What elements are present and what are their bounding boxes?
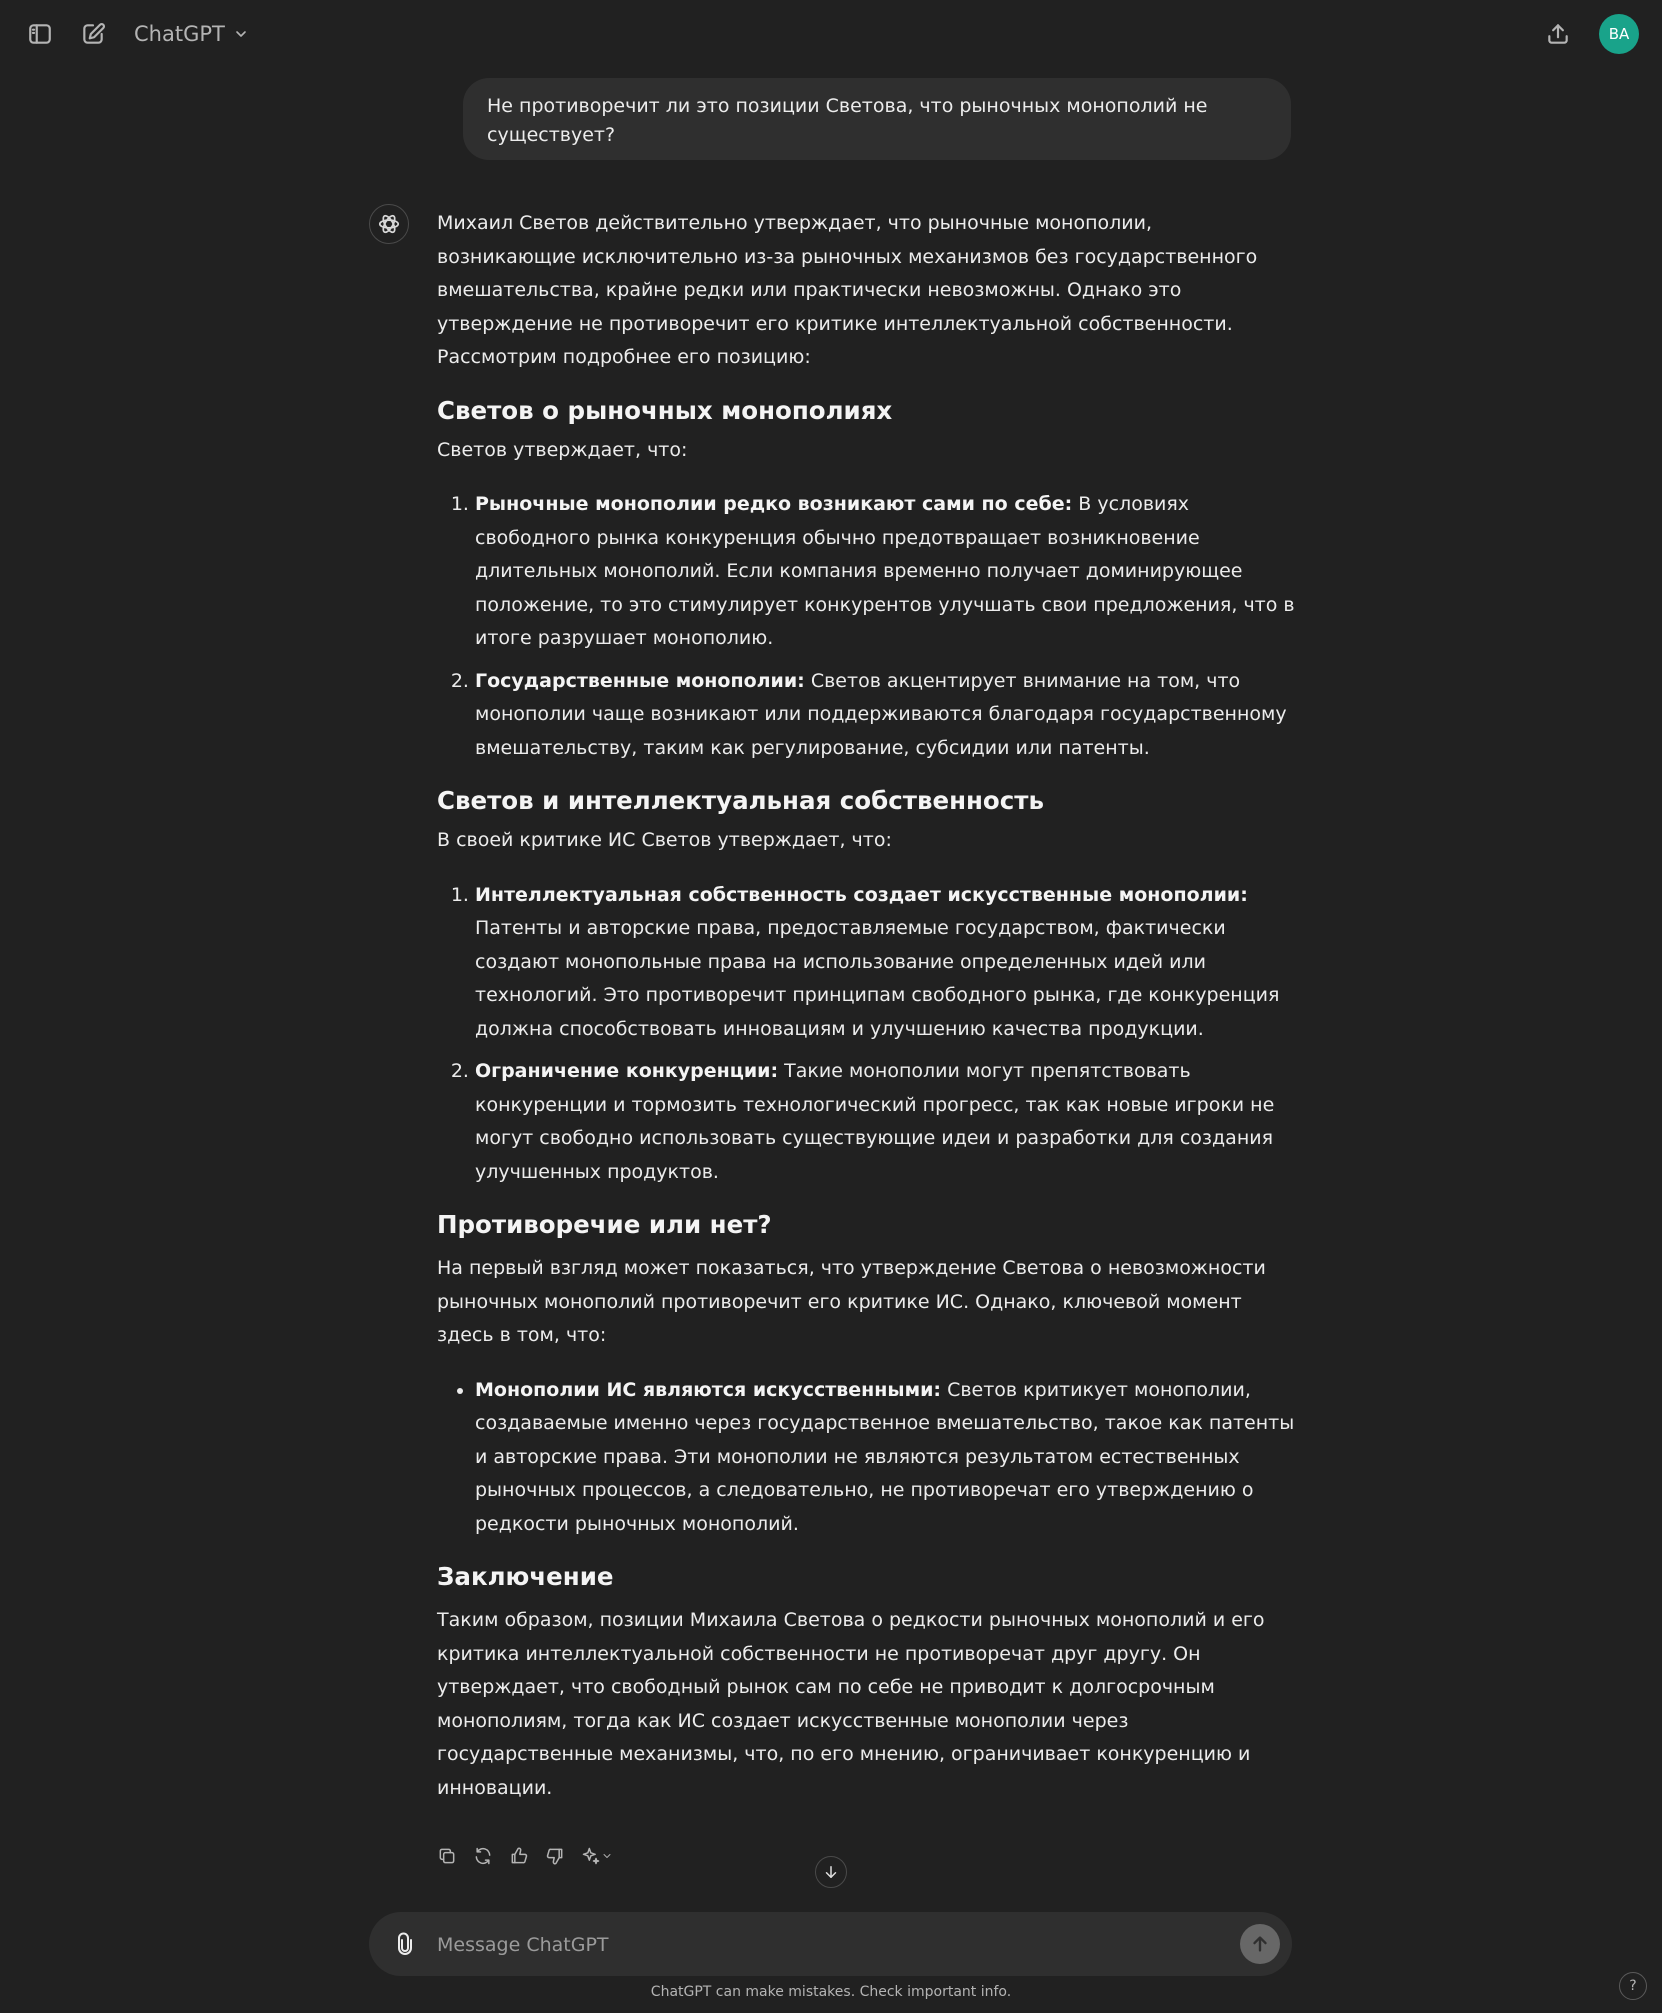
list-item <box>475 488 1295 656</box>
list-item <box>475 1374 1295 1542</box>
model-switch-button[interactable] <box>577 1842 617 1870</box>
thumbs-down-icon <box>545 1846 565 1866</box>
user-avatar[interactable]: BA <box>1599 14 1639 54</box>
send-button[interactable] <box>1240 1924 1280 1964</box>
assistant-message <box>437 207 1295 1805</box>
openai-logo-icon <box>376 211 402 237</box>
sidebar-toggle-button[interactable] <box>20 14 60 54</box>
sidebar-toggle-icon <box>27 21 53 47</box>
copy-button[interactable] <box>433 1842 461 1870</box>
thumbs-up-icon <box>509 1846 529 1866</box>
model-label: ChatGPT <box>134 22 225 46</box>
top-bar <box>0 0 1662 68</box>
copy-icon <box>437 1846 457 1866</box>
scroll-to-bottom-button[interactable] <box>815 1856 847 1888</box>
sparkle-icon <box>581 1846 601 1866</box>
user-message-bubble <box>463 78 1291 160</box>
conclusion-text: Таким образом, позиции Михаила Светова о редкости рыночных монополий и его критика интеллектуальной собственности не противоречат друг другу. Он утверждает, что свободный рынок сам по себе не приводит к долгосрочным монополиям, тогда как ИС создает искусственные монополии через государственные механизмы, что, по его мнению, ограничивает конкуренцию и инновации. <box>437 1609 1265 1799</box>
arrow-down-icon <box>822 1863 840 1881</box>
answer-intro: Михаил Светов действительно утверждает, что рыночные монополии, возникающие исключительно из-за рыночных механизмов без государственного вмешательства, крайне редки или практически невозможны. Однако это утверждение не противоречит его критике интеллектуальной собственности. Рассмотрим подробнее его позицию: <box>437 212 1258 368</box>
message-actions <box>433 1842 617 1870</box>
chevron-down-icon <box>601 1850 613 1862</box>
list-item-title: Рыночные монополии редко возникают сами по себе: <box>475 493 1073 515</box>
attach-button[interactable] <box>385 1924 425 1964</box>
arrow-up-icon <box>1249 1933 1271 1955</box>
list-item-title: Монополии ИС являются искусственными: <box>475 1378 942 1401</box>
message-input[interactable] <box>435 1924 1199 1966</box>
list-item <box>475 1055 1295 1189</box>
share-icon <box>1545 21 1571 47</box>
section-lead: В своей критике ИС Светов утверждает, что: <box>437 829 892 851</box>
share-button[interactable] <box>1538 14 1578 54</box>
new-chat-button[interactable] <box>73 14 113 54</box>
bullet-list <box>437 1374 1295 1542</box>
section-lead: Светов утверждает, что: <box>437 438 688 461</box>
list-item-text: Патенты и авторские права, предоставляемые государством, фактически создают монопольные права на использование определенных идей или технологий. Это противоречит принципам свободного рынка, где конкуренция должна способствовать инновациям и улучшению качества продукции. <box>475 917 1280 1040</box>
disclaimer-text: ChatGPT can make mistakes. Check important info. <box>650 1984 1012 2000</box>
message-composer <box>369 1912 1292 1976</box>
section-heading: Светов о рыночных монополиях <box>437 395 893 425</box>
section-lead: На первый взгляд может показаться, что утверждение Светова о невозможности рыночных монополий противоречит его критике ИС. Однако, ключевой момент здесь в том, что: <box>437 1257 1266 1346</box>
thumbs-up-button[interactable] <box>505 1842 533 1870</box>
list-item-title: Государственные монополии: <box>475 669 805 692</box>
thumbs-down-button[interactable] <box>541 1842 569 1870</box>
list-item <box>475 665 1295 766</box>
section-heading: Заключение <box>437 1562 614 1591</box>
regenerate-button[interactable] <box>469 1842 497 1870</box>
user-message-text: Не противоречит ли это позиции Светова, что рыночных монополий не существует? <box>487 95 1208 146</box>
paperclip-icon <box>393 1932 417 1956</box>
numbered-list <box>437 879 1295 1190</box>
section-heading: Светов и интеллектуальная собственность <box>437 786 1044 815</box>
list-item-text: Светов критикует монополии, создаваемые именно через государственное вмешательство, такое как патенты и авторские права. Эти монополии не являются результатом естественных рыночных процессов, а следовательно, не противоречат его утверждению о редкости рыночных монополий. <box>475 1378 1295 1535</box>
help-button[interactable]: ? <box>1619 1972 1647 2000</box>
list-item-title: Интеллектуальная собственность создает искусственные монополии: <box>475 883 1248 906</box>
list-item-text: В условиях свободного рынка конкуренция обычно предотвращает возникновение длительных монополий. Если компания временно получает доминирующее положение, то это стимулирует конкурентов улучшать свои предложения, что в итоге разрушает монополию. <box>475 493 1295 649</box>
list-item-text: Светов акцентирует внимание на том, что монополии чаще возникают или поддерживаются благодаря государственному вмешательству, таким как регулирование, субсидии или патенты. <box>475 669 1287 759</box>
list-item-title: Ограничение конкуренции: <box>475 1060 779 1082</box>
regenerate-icon <box>473 1846 493 1866</box>
list-item-text: Такие монополии могут препятствовать конкуренции и тормозить технологический прогресс, так как новые игроки не могут свободно использовать существующие идеи и разработки для создания улучшенных продуктов. <box>475 1060 1275 1183</box>
new-chat-icon <box>80 21 106 47</box>
numbered-list <box>437 488 1295 765</box>
chevron-down-icon <box>233 26 249 42</box>
section-heading: Противоречие или нет? <box>437 1210 772 1239</box>
list-item <box>475 879 1295 1047</box>
model-selector[interactable] <box>134 18 249 50</box>
assistant-avatar <box>369 204 409 244</box>
